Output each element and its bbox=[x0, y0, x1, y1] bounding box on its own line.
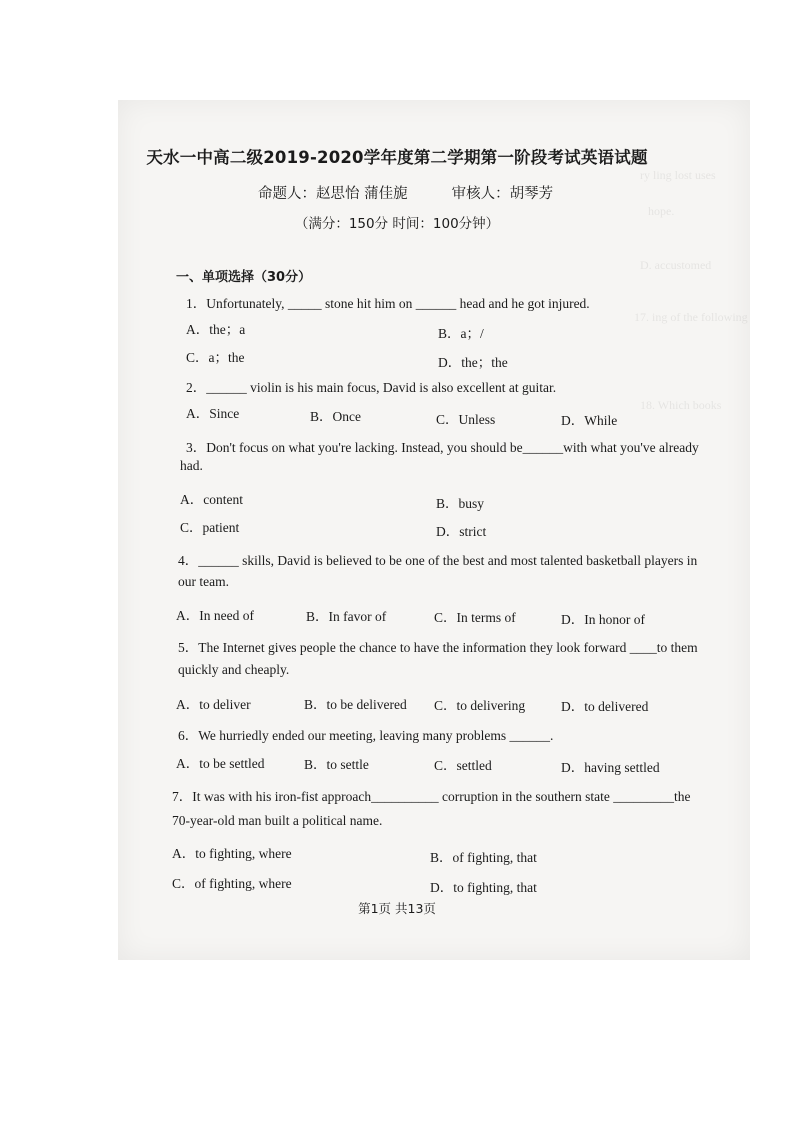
section-heading: 一、单项选择（30分） bbox=[176, 270, 312, 285]
option: A．content bbox=[180, 492, 243, 507]
bleed-through-text: ry ling lost uses bbox=[640, 168, 716, 182]
question-stem: 1．Unfortunately, _____ stone hit him on ______ head and he got injured. bbox=[186, 296, 590, 311]
option: C．a；the bbox=[186, 350, 245, 365]
option: A．to fighting, where bbox=[172, 846, 292, 861]
question-stem-continued: quickly and cheaply. bbox=[178, 662, 290, 677]
option: C．In terms of bbox=[434, 610, 516, 625]
option: D．to fighting, that bbox=[430, 880, 537, 895]
option: D．In honor of bbox=[561, 612, 645, 627]
question-stem: 3．Don't focus on what you're lacking. Instead, you should be______with what you've already bbox=[186, 440, 699, 455]
option: D．to delivered bbox=[561, 699, 649, 714]
bleed-through-text: hope. bbox=[648, 204, 675, 218]
question-stem: 4．______ skills, David is believed to be one of the best and most talented basketball players in bbox=[178, 553, 698, 568]
option: A．the；a bbox=[186, 322, 246, 337]
option: B．busy bbox=[436, 496, 485, 511]
question-stem: 2．______ violin is his main focus, David is also excellent at guitar. bbox=[186, 380, 557, 395]
question-stem-continued: our team. bbox=[178, 574, 229, 589]
bleed-through-text: 17. ing of the following bbox=[634, 310, 748, 324]
option: B．of fighting, that bbox=[430, 850, 537, 865]
option: A．to deliver bbox=[176, 697, 251, 712]
option: B．a；/ bbox=[438, 326, 484, 341]
question-stem: 7．It was with his iron-fist approach__________ corruption in the southern state _________the bbox=[172, 789, 691, 804]
option: D．having settled bbox=[561, 760, 660, 775]
option: B．In favor of bbox=[306, 609, 387, 624]
page-number: 第1页 共13页 bbox=[358, 901, 436, 916]
option: A．to be settled bbox=[176, 756, 265, 771]
option: C．of fighting, where bbox=[172, 876, 292, 891]
option: B．to settle bbox=[304, 757, 369, 772]
option: C．patient bbox=[180, 520, 240, 535]
option: D．While bbox=[561, 413, 618, 428]
question-stem: 6．We hurriedly ended our meeting, leaving many problems ______. bbox=[178, 728, 554, 743]
question-stem-continued: 70-year-old man built a political name. bbox=[172, 813, 383, 828]
option: B．Once bbox=[310, 409, 361, 424]
option: D．the；the bbox=[438, 355, 508, 370]
bleed-through-text: D. accustomed bbox=[640, 258, 712, 272]
bleed-through-text: 18. Which books bbox=[640, 398, 722, 412]
author-line bbox=[258, 182, 553, 203]
option: C．to delivering bbox=[434, 698, 526, 713]
option: C．Unless bbox=[436, 412, 496, 427]
option: A．In need of bbox=[176, 608, 254, 623]
exam-title: 天水一中高二级2019-2020学年度第二学期第一阶段考试英语试题 bbox=[146, 148, 648, 167]
setter-label: 命题人：赵思怡 蒲佳旎 bbox=[258, 186, 408, 202]
option: D．strict bbox=[436, 524, 487, 539]
option: C．settled bbox=[434, 758, 492, 773]
option: A．Since bbox=[186, 406, 240, 421]
option: B．to be delivered bbox=[304, 697, 407, 712]
question-stem-continued: had. bbox=[180, 458, 203, 473]
reviewer-label: 审核人：胡琴芳 bbox=[451, 186, 554, 202]
score-time: （满分：150分 时间：100分钟） bbox=[294, 216, 500, 232]
question-stem: 5．The Internet gives people the chance to have the information they look forward ____to them bbox=[178, 640, 698, 655]
